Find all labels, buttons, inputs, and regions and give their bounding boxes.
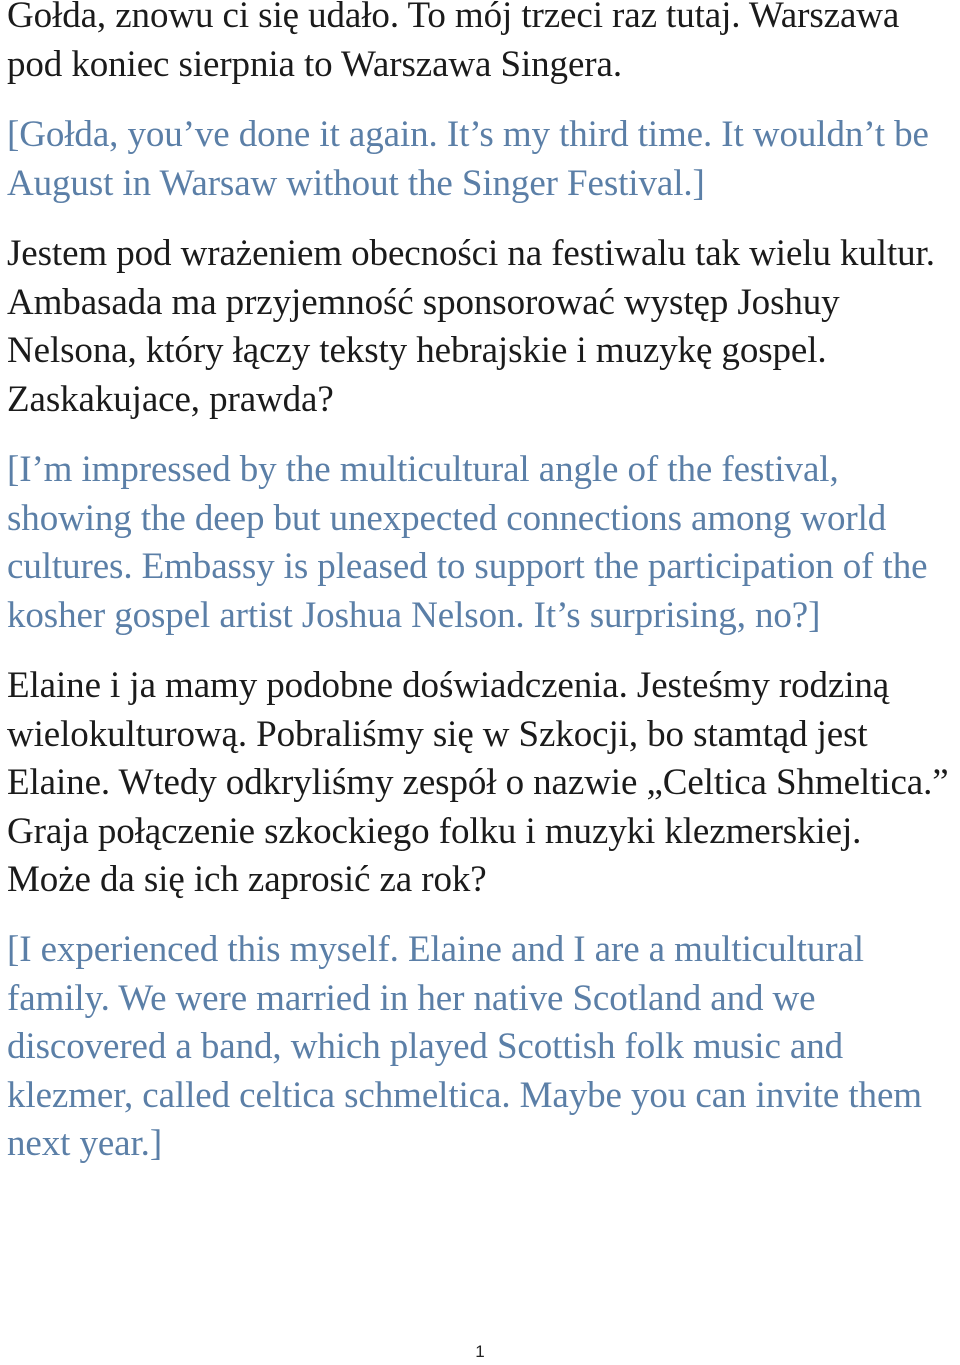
paragraph-english-family: [I experienced this myself. Elaine and I are a multicultural family. We were married in her native Scotland and we discovered a band, which played Scottish folk music and klezmer, called celtica schmeltica. Maybe you can invite them next year.] — [7, 929, 922, 1165]
page-number: 1 — [475, 1342, 485, 1361]
paragraph-english-greeting: [Gołda, you’ve done it again. It’s my third time. It wouldn’t be August in Warsaw without the Singer Festival.] — [7, 114, 929, 204]
paragraph-english-festival: [I’m impressed by the multicultural angle of the festival, showing the deep but unexpected connections among world cultures. Embassy is pleased to support the participation of the kosher gospel artist Joshua Nelson. It’s surprising, no?] — [7, 449, 928, 636]
paragraph-polish-festival: Jestem pod wrażeniem obecności na festiwalu tak wielu kultur. Ambasada ma przyjemność sponsorować występ Joshuy Nelsona, który łączy teksty hebrajskie i muzykę gospel. Zaskakujace, prawda? — [7, 233, 935, 420]
paragraph-polish-family: Elaine i ja mamy podobne doświadczenia. Jesteśmy rodziną wielokulturową. Pobraliśmy się w Szkocji, bo stamtąd jest Elaine. Wtedy odkryliśmy zespół o nazwie „Celtica Shmeltica.” Graja połączenie szkockiego folku i muzyki klezmerskiej. Może da się ich zaprosić za rok? — [7, 665, 949, 901]
paragraph-polish-greeting: Gołda, znowu ci się udało. To mój trzeci raz tutaj. Warszawa pod koniec sierpnia to Warszawa Singera. — [7, 0, 900, 85]
